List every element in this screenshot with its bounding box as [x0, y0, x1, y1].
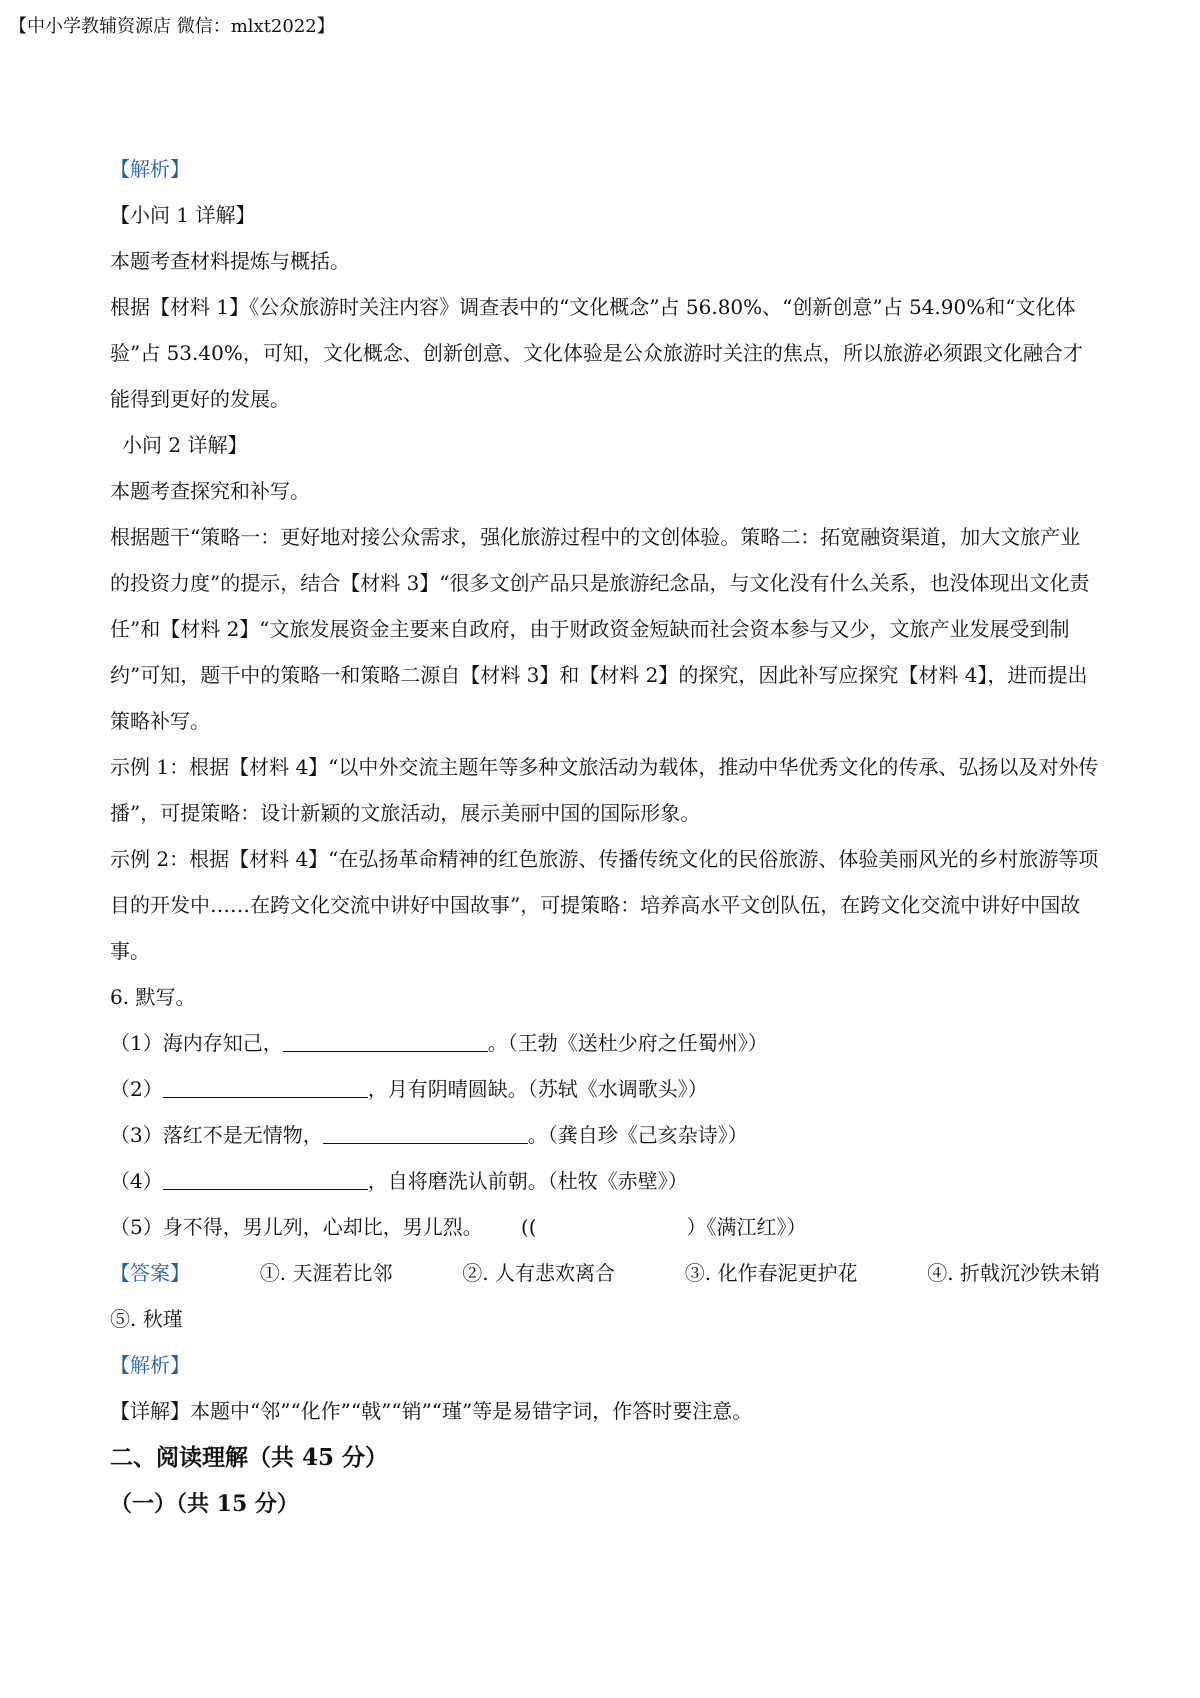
item-text-before: 海内存知己， — [162, 1031, 283, 1055]
answer-1: ①. 天涯若比邻 — [259, 1261, 393, 1285]
author-close: ）《满江红》） — [686, 1215, 807, 1239]
author-open: (( — [520, 1215, 537, 1239]
section-title: 二、阅读理解（共 45 分） — [110, 1444, 389, 1471]
answer-blank — [283, 1031, 488, 1052]
page-header: 【中小学教辅资源店 微信：mlxt2022】 — [9, 16, 335, 37]
subsection-title: （一）（共 15 分） — [110, 1491, 299, 1517]
detail-text: 【详解】本题中“邻”“化作”“戟”“销”“瑾”等是易错字词，作答时要注意。 — [110, 1399, 753, 1423]
answer-5: ⑤. 秋瑾 — [110, 1307, 183, 1331]
dictation-item-3 — [110, 1112, 1100, 1158]
q1-topic: 本题考查材料提炼与概括。 — [110, 249, 350, 273]
item-text: 身不得，男儿列，心却比，男儿烈。 — [162, 1215, 483, 1239]
item-number: （4） — [110, 1169, 163, 1193]
q1-body: 根据【材料 1】《公众旅游时关注内容》调查表中的“文化概念”占 56.80%、“创新创意”占 54.90%和“文化体验”占 53.40%，可知，文化概念、创新创意、文化体验是公众旅游时关注的焦点，所以旅游必须跟文化融合才能得到更好的发展。 — [110, 295, 1083, 411]
item-number: （2） — [110, 1077, 163, 1101]
answer-blank — [163, 1169, 368, 1190]
item-text-after: 。（龚自珍《己亥杂诗》） — [527, 1123, 748, 1147]
item-number: （5） — [110, 1215, 163, 1239]
dictation-item-5 — [110, 1204, 1100, 1250]
answer-3: ③. 化作春泥更护花 — [684, 1261, 858, 1285]
answer-blank — [163, 1077, 368, 1098]
item-text-after: ，月有阴晴圆缺。（苏轼《水调歌头》） — [367, 1077, 708, 1101]
example-1: 示例 1：根据【材料 4】“以中外交流主题年等多种文旅活动为载体，推动中华优秀文化的传承、弘扬以及对外传播”，可提策略：设计新颖的文旅活动，展示美丽中国的国际形象。 — [110, 755, 1099, 825]
example-2: 示例 2：根据【材料 4】“在弘扬革命精神的红色旅游、传播传统文化的民俗旅游、体验美丽风光的乡村旅游等项目的开发中……在跨文化交流中讲好中国故事”，可提策略：培养高水平文创队伍，在跨文化交流中讲好中国故事。 — [110, 847, 1099, 963]
item-number: （1） — [110, 1031, 163, 1055]
item-number: （3） — [110, 1123, 163, 1147]
analysis-tag: 【解析】 — [110, 157, 190, 181]
answer-2: ②. 人有悲欢离合 — [462, 1261, 615, 1285]
dictation-item-4 — [110, 1158, 1100, 1204]
document-body — [110, 146, 1100, 1527]
q2-body: 根据题干“策略一：更好地对接公众需求，强化旅游过程中的文创体验。策略二：拓宽融资渠道，加大文旅产业的投资力度”的提示，结合【材料 3】“很多文创产品只是旅游纪念品，与文化没有什么关系，也没体现出文化责任”和【材料 2】“文旅发展资金主要来自政府，由于财政资金短缺而社会资本参与又少，文旅产业发展受到制约”可知，题干中的策略一和策略二源自【材料 3】和【材料 2】的探究，因此补写应探究【材料 4】，进而提出策略补写。 — [110, 525, 1090, 733]
q2-title: 小问 2 详解】 — [122, 433, 248, 457]
answer-blank — [323, 1123, 528, 1144]
item-text-after: ，自将磨洗认前朝。（杜牧《赤壁》） — [367, 1169, 688, 1193]
answer-tag: 【答案】 — [110, 1261, 190, 1285]
answer-4: ④. 折戟沉沙铁未销 — [927, 1261, 1100, 1285]
question-6-title: 6. 默写。 — [110, 985, 196, 1009]
analysis-tag-2: 【解析】 — [110, 1353, 190, 1377]
item-text-after: 。（王勃《送杜少府之任蜀州》） — [487, 1031, 768, 1055]
answer-row — [110, 1250, 1100, 1296]
q1-title: 【小问 1 详解】 — [110, 203, 256, 227]
dictation-item-2 — [110, 1066, 1100, 1112]
item-text-before: 落红不是无情物， — [162, 1123, 323, 1147]
q2-topic: 本题考查探究和补写。 — [110, 479, 310, 503]
dictation-item-1 — [110, 1020, 1100, 1066]
